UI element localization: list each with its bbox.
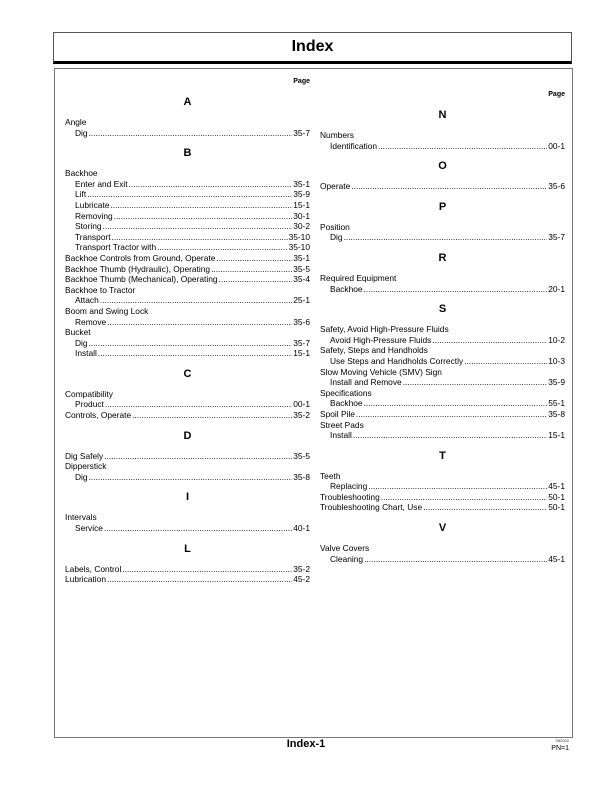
entry-text: Backhoe: [330, 398, 363, 409]
entry-page: 55-1: [548, 398, 565, 409]
dot-leader: [356, 409, 547, 420]
entry-page: 15-1: [293, 348, 310, 359]
entry-text: Install: [75, 348, 97, 359]
dot-leader: [423, 502, 547, 513]
entry-text: Dig: [330, 232, 343, 243]
index-section: [65, 95, 310, 138]
entry-page: 35-10: [288, 231, 310, 242]
entry-text: Teeth: [320, 470, 341, 481]
dot-leader: [157, 242, 287, 253]
entry-text: Labels, Control: [65, 563, 122, 574]
dot-leader: [122, 564, 292, 575]
dot-leader: [105, 399, 292, 410]
index-entry: [320, 181, 565, 192]
entry-page: 35-1: [293, 178, 310, 189]
entry-text: Backhoe Controls from Ground, Operate: [65, 252, 216, 263]
index-entry: [320, 141, 565, 152]
entry-page: 45-2: [293, 574, 310, 585]
entry-text: Controls, Operate: [65, 410, 132, 421]
entry-page: 10-2: [548, 334, 565, 345]
index-entry: [65, 348, 310, 359]
page-title: Index: [291, 38, 334, 55]
entry-page: 10-3: [548, 355, 565, 366]
index-entry: [65, 523, 310, 534]
entry-page: 30-1: [293, 210, 310, 221]
left-column: [65, 69, 310, 585]
index-entry: [65, 211, 310, 222]
index-entry: [320, 471, 565, 482]
dot-leader: [211, 264, 292, 275]
index-entry: [65, 327, 310, 338]
index-entry: [65, 242, 310, 253]
section-letter: B: [183, 147, 192, 160]
dot-leader: [378, 141, 547, 152]
entry-page: 00-1: [548, 140, 565, 151]
entry-text: Install and Remove: [330, 377, 402, 388]
entry-text: Dipperstick: [65, 461, 107, 472]
entry-page: 45-1: [548, 481, 565, 492]
dot-leader: [364, 398, 548, 409]
index-section: [320, 200, 565, 243]
index-entry: [65, 295, 310, 306]
entry-page: 35-6: [293, 316, 310, 327]
entry-page: 00-1: [293, 399, 310, 410]
entry-text: Use Steps and Handholds Correctly: [330, 355, 464, 366]
entry-page: 35-7: [293, 127, 310, 138]
entry-text: Install: [330, 430, 352, 441]
entry-page: 35-9: [548, 377, 565, 388]
index-section: [320, 251, 565, 294]
dot-leader: [104, 523, 292, 534]
index-entry: [65, 399, 310, 410]
index-entry: [320, 398, 565, 409]
dot-leader: [381, 492, 547, 503]
index-entry: [320, 222, 565, 233]
index-entry: [65, 461, 310, 472]
index-entry: [65, 512, 310, 523]
entry-text: Angle: [65, 117, 87, 127]
index-section: [65, 542, 310, 585]
entry-text: Dig: [75, 127, 88, 138]
index-entry: [320, 492, 565, 503]
entry-page: 35-8: [548, 408, 565, 419]
dot-leader: [432, 335, 547, 346]
index-section: [320, 108, 565, 151]
entry-page: 35-10: [288, 242, 310, 253]
entry-page: 25-1: [293, 295, 310, 306]
index-entry: [65, 451, 310, 462]
section-letter: S: [438, 303, 447, 316]
dot-leader: [464, 356, 547, 367]
entry-text: Dig Safely: [65, 450, 104, 461]
section-letter: V: [438, 522, 447, 535]
entry-page: 15-1: [293, 199, 310, 210]
index-entry: [320, 324, 565, 335]
entry-page: 40-1: [293, 523, 310, 534]
dot-leader: [219, 274, 293, 285]
index-entry: [320, 232, 565, 243]
entry-text: Slow Moving Vehicle (SMV) Sign: [320, 366, 442, 377]
index-entry: [65, 179, 310, 190]
entry-text: Backhoe Thumb (Mechanical), Operating: [65, 274, 218, 285]
index-entry: [320, 273, 565, 284]
entry-text: Backhoe to Tractor: [65, 284, 136, 295]
section-letter: T: [439, 449, 446, 462]
dot-leader: [353, 430, 547, 441]
entry-page: 35-7: [548, 232, 565, 243]
index-frame: [54, 68, 573, 738]
section-letter: A: [183, 96, 192, 108]
dot-leader: [364, 284, 548, 295]
dot-leader: [100, 295, 292, 306]
entry-text: Identification: [330, 140, 378, 151]
entry-page: 15-1: [548, 430, 565, 441]
dot-leader: [351, 181, 547, 192]
index-section: [320, 521, 565, 564]
entry-text: Dig: [75, 337, 88, 348]
index-entry: [65, 117, 310, 128]
entry-text: Lift: [75, 189, 87, 200]
index-entry: [320, 345, 565, 356]
dot-leader: [107, 317, 292, 328]
entry-page: 35-2: [293, 563, 310, 574]
index-entry: [65, 189, 310, 200]
index-section: [65, 490, 310, 533]
section-letter: D: [183, 429, 192, 442]
index-entry: [320, 554, 565, 565]
entry-text: Valve Covers: [320, 543, 370, 554]
index-entry: [65, 128, 310, 139]
dot-leader: [89, 128, 293, 139]
entry-page: 35-5: [293, 263, 310, 274]
section-letter: P: [438, 200, 447, 213]
entry-page: 50-1: [548, 502, 565, 513]
entry-text: Storing: [75, 221, 102, 232]
dot-leader: [364, 554, 547, 565]
section-letter: R: [438, 251, 447, 264]
dot-leader: [129, 179, 293, 190]
footer-pn: PN=1: [551, 745, 569, 752]
dot-leader: [112, 232, 288, 243]
entry-text: Required Equipment: [320, 272, 397, 283]
dot-leader: [368, 481, 547, 492]
dot-leader: [110, 200, 292, 211]
entry-text: Spoil Pile: [320, 408, 355, 419]
section-letter: C: [183, 367, 192, 380]
entry-text: Product: [75, 399, 104, 410]
entry-text: Service: [75, 523, 103, 534]
index-entry: [65, 200, 310, 211]
index-entry: [320, 481, 565, 492]
section-letter: I: [185, 491, 190, 504]
section-letter: L: [184, 542, 191, 555]
right-column: [320, 69, 565, 564]
entry-page: 35-6: [548, 181, 565, 192]
dot-leader: [107, 574, 292, 585]
index-entry: [320, 130, 565, 141]
dot-leader: [216, 253, 292, 264]
entry-page: 35-2: [293, 410, 310, 421]
footer-page-number: Index-1: [286, 738, 326, 750]
index-entry: [65, 274, 310, 285]
entry-page: 30-2: [293, 221, 310, 232]
index-entry: [65, 306, 310, 317]
dot-leader: [89, 472, 293, 483]
entry-text: Backhoe: [65, 168, 98, 179]
entry-text: Troubleshooting: [320, 491, 380, 502]
entry-page: 35-8: [293, 471, 310, 482]
index-entry: [320, 356, 565, 367]
index-entry: [320, 367, 565, 378]
entry-text: Lubrication: [65, 574, 106, 585]
entry-page: 35-5: [293, 450, 310, 461]
index-section: [65, 146, 310, 359]
index-entry: [65, 285, 310, 296]
footer-code: 082022: [555, 738, 569, 743]
index-section: [65, 429, 310, 483]
index-entry: [320, 502, 565, 513]
entry-text: Safety, Avoid High-Pressure Fluids: [320, 324, 449, 335]
index-entry: [65, 338, 310, 349]
entry-text: Troubleshooting Chart, Use: [320, 502, 423, 513]
index-entry: [320, 377, 565, 388]
entry-text: Transport Tractor with: [75, 242, 157, 253]
dot-leader: [104, 451, 292, 462]
index-entry: [65, 410, 310, 421]
entry-text: Removing: [75, 210, 113, 221]
entry-text: Operate: [320, 181, 351, 192]
entry-text: Backhoe: [330, 283, 363, 294]
entry-text: Transport: [75, 231, 111, 242]
entry-page: 45-1: [548, 553, 565, 564]
entry-page: 35-4: [293, 274, 310, 285]
dot-leader: [89, 338, 293, 349]
entry-text: Intervals: [65, 512, 97, 523]
section-letter: O: [438, 160, 447, 173]
index-entry: [65, 264, 310, 275]
index-entry: [65, 168, 310, 179]
entry-text: Dig: [75, 471, 88, 482]
index-entry: [65, 472, 310, 483]
dot-leader: [132, 410, 292, 421]
index-entry: [320, 388, 565, 399]
index-entry: [65, 253, 310, 264]
dot-leader: [114, 211, 293, 222]
entry-page: 50-1: [548, 491, 565, 502]
index-entry: [65, 564, 310, 575]
entry-text: Compatibility: [65, 388, 113, 399]
dot-leader: [87, 189, 292, 200]
entry-text: Remove: [75, 316, 107, 327]
page-header: [53, 32, 572, 64]
dot-leader: [98, 348, 292, 359]
page-column-label: Page: [548, 91, 565, 98]
index-entry: [320, 284, 565, 295]
index-entry: [320, 543, 565, 554]
index-entry: [320, 420, 565, 431]
dot-leader: [403, 377, 548, 388]
entry-text: Enter and Exit: [75, 178, 128, 189]
entry-page: 20-1: [548, 283, 565, 294]
entry-text: Replacing: [330, 481, 368, 492]
index-entry: [65, 232, 310, 243]
entry-text: Safety, Steps and Handholds: [320, 345, 428, 356]
index-entry: [65, 389, 310, 400]
index-entry: [320, 409, 565, 420]
dot-leader: [344, 232, 548, 243]
index-entry: [65, 574, 310, 585]
index-section: [65, 367, 310, 421]
dot-leader: [103, 221, 293, 232]
entry-page: 35-7: [293, 337, 310, 348]
entry-text: Numbers: [320, 130, 354, 140]
index-entry: [65, 221, 310, 232]
index-section: [320, 159, 565, 192]
index-entry: [65, 317, 310, 328]
entry-text: Bucket: [65, 327, 91, 338]
entry-text: Attach: [75, 295, 99, 306]
entry-text: Position: [320, 221, 350, 232]
entry-text: Street Pads: [320, 419, 364, 430]
index-section: [320, 449, 565, 513]
entry-text: Backhoe Thumb (Hydraulic), Operating: [65, 263, 211, 274]
entry-text: Boom and Swing Lock: [65, 305, 149, 316]
entry-page: 35-1: [293, 252, 310, 263]
entry-text: Cleaning: [330, 553, 364, 564]
entry-text: Avoid High-Pressure Fluids: [330, 334, 432, 345]
entry-page: 35-9: [293, 189, 310, 200]
page-column-label: Page: [293, 78, 310, 85]
section-letter: N: [438, 109, 447, 121]
entry-text: Lubricate: [75, 199, 110, 210]
entry-text: Specifications: [320, 387, 372, 398]
index-entry: [320, 335, 565, 346]
index-section: [320, 302, 565, 441]
index-entry: [320, 430, 565, 441]
